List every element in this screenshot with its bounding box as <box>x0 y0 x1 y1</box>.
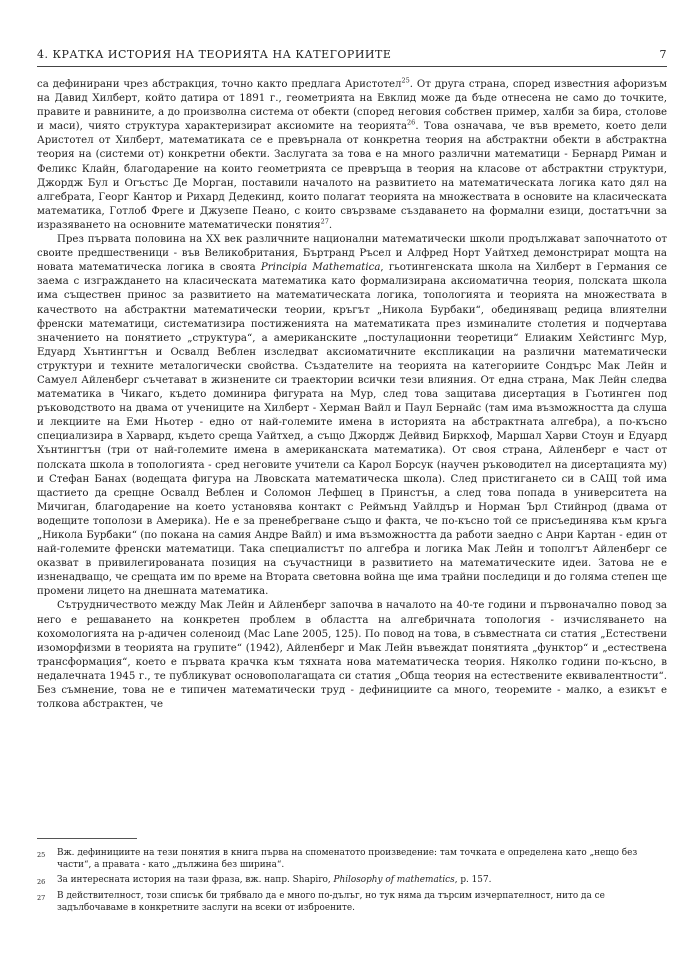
footnote-ref-27[interactable]: 27 <box>320 217 329 226</box>
text-segment: . <box>328 219 333 231</box>
footnote-25 <box>37 847 667 872</box>
footnote-text: Вж. дефинициите на тези понятия в книга първа на споменатото произведение: там точката е определена като „нещо без части“, а правата - като „дължина без ширина“. <box>57 848 638 871</box>
text-segment: , гьотингенската школа на Хилберт в Германия се заема с изграждането на класическата математика като формализирана аксиоматична теория, полската школа има съществен принос за развитието на математическата логика, топологията и теорията на множествата в качеството на абстрактни математически теории, кръгът „Никола Бурбаки“, обединяващ редица влиятелни френски математици, систематизира постиженията на математиката през изминалите столетия и подчертава значението на понятието „структура“, а американските „постулационни теоретици“ Елиаким Хейстингс Мур, Едуард Хънтингтън и Освалд Веблен изследват аксиоматичните експликации на различни математически структури и техните металогически свойства. Създателите на теорията на категориите Сондърс Мак Лейн и Самуел Айленберг съчетават в жизнените си траектории всички тези влияния. От една страна, Мак Лейн следва математика в Чикаго, където доминира фигурата на Мур, след това защитава дисертация в Гьотинген под ръководството на двама от учениците на Хилберт - Херман Вайл и Паул Бернайс (там има възможността да слуша и лекциите на Еми Ньотер - едно от най-големите имена в историята на абстрактната алгебра), а по-късно специализира в Харвард, където среща Уайтхед, а също Джордж Дейвид Биркхоф, Маршал Харви Стоун и Едуард Хънтингтън (три от най-големите имена в американската математика). От своя страна, Айленберг е част от полската школа в топологията - сред неговите учители са Карол Борсук (научен ръководител на дисертацията му) и Стефан Банах (водещата фигура на Лвовската математическа школа). След пристигането си в САЩ той има щастието да срещне Освалд Веблен и Соломон Лефшец в Принстън, а след това попада в университета на Мичиган, благодарение на което установява контакт с Реймънд Уайлдър и Норман Ърл Стийнрод (двама от водещите тополози в Америка). Не е за пренебрегване също и факта, че по-късно той се присъединява към кръга „Никола Бурбаки“ (по покана на самия Андре Вайл) и има възможността да работи заедно с Анри Картан - един от най-големите френски математици. Така специалистът по алгебра и логика Мак Лейн и тополгът Айленберг се оказват в привилегированата позиция на съучастници в развитието на математическите идеи. Затова не е изненадващо, че срещата им по време на Втората световна война ще има трайни последици и до голяма степен ще промени лицето на днешната математика. <box>37 262 667 598</box>
footnotes <box>37 847 667 916</box>
page-number: 7 <box>659 48 667 61</box>
footnote-number: 27 <box>37 893 46 902</box>
footnote-ref-26[interactable]: 26 <box>407 118 416 127</box>
footnote-26 <box>37 874 667 888</box>
footnote-number: 25 <box>37 851 46 859</box>
header-rule <box>37 66 667 67</box>
footnote-text: В действителност, този списък би трябвало да е много по-дълъг, но тук няма да търсим изчерпателност, нито да се задълбочаваме в конкретните заслуги на всеки от изброените. <box>57 890 605 914</box>
text-segment: През първата половина на ХХ век различните национални математически школи продължават започнатото от своите предшественици - във Великобритания, Бъртранд Ръсел и Алфред Норт Уайтхед демонстрират мощта на новата математическа логика в своята <box>37 234 667 274</box>
text-segment: , p. 157. <box>454 874 492 885</box>
running-header <box>37 48 667 61</box>
chapter-title: 4. КРАТКА ИСТОРИЯ НА ТЕОРИЯТА НА КАТЕГОРИИТЕ <box>37 48 392 61</box>
paragraph-3: Сътрудничеството между Мак Лейн и Айленберг започва в началото на 40-те години и първоначално повод за него е решаването на конкретен проблем в областта на алгебричната топология - изчисляването на кохомологията на p-адичен соленоид (Mac Lane 2005, 125). По повод на това, в съвместната си статия „Естествени изоморфизми в теорията на групите“ (1942), Айленберг и Мак Лейн въвеждат понятията „функтор“ и „естествена трансформация“, което е първата крачка към тяхната нова математическа теория. Няколко години по-късно, в недалечната 1945 г., те публикуват основополагащата си статия „Обща теория на естествените еквивалентности“. Без съмнение, това не е типичен математически труд - дефинициите са много, теоремите - малко, а езикът е толкова абстрактен, че <box>37 600 667 711</box>
paragraph-1 <box>37 78 667 233</box>
footnote-number: 26 <box>37 877 46 886</box>
footnote-rule <box>37 838 137 839</box>
paragraph-2 <box>37 233 667 599</box>
text-segment: . От друга страна, според известния афоризъм на Давид Хилберт, който датира от 1891 г., геометрията на Евклид може да бъде отнесена не само до точките, правите и равнините, а до произволна система от обекти (според неговия собствен пример, халби за бира, столове и маси), чиято структура характеризират аксиомите на теорията <box>37 79 667 133</box>
text-segment: са дефинирани чрез абстракция, точно както предлага Аристотел <box>37 79 402 90</box>
text-segment: За интересната история на тази фраза, вж. напр. Shapiro, <box>57 874 334 885</box>
main-text <box>37 78 667 712</box>
text-segment: . Това означава, че във времето, което дели Аристотел от Хилберт, математиката се е превърнала от конкретна теория на абстрактни обекти в абстрактна теория на (системи от) конкретни обекти. Заслугата за това е на много различни математици - Бернард Риман и Феликс Клайн, благодарение на които геометрията се превръща в теория на класове от абстрактни структури, Джордж Бул и Огъстъс Де Морган, поставили началото на развитието на математическата логика като дял на алгебрата, Георг Кантор и Рихард Дедекинд, които полагат теорията на множествата в основите на класическата математика, Готлоб Фреге и Джузепе Пеано, с които свързваме създаването на формални езици, достатъчни за изразяването на основните математически понятия <box>37 121 667 231</box>
book-title-italic: Principia Mathematica <box>260 262 381 274</box>
footnote-ref-25[interactable]: 25 <box>401 76 410 85</box>
footnote-27 <box>37 890 667 915</box>
footnote-text <box>57 874 667 888</box>
book-title-italic: Philosophy of mathematics <box>333 874 455 885</box>
